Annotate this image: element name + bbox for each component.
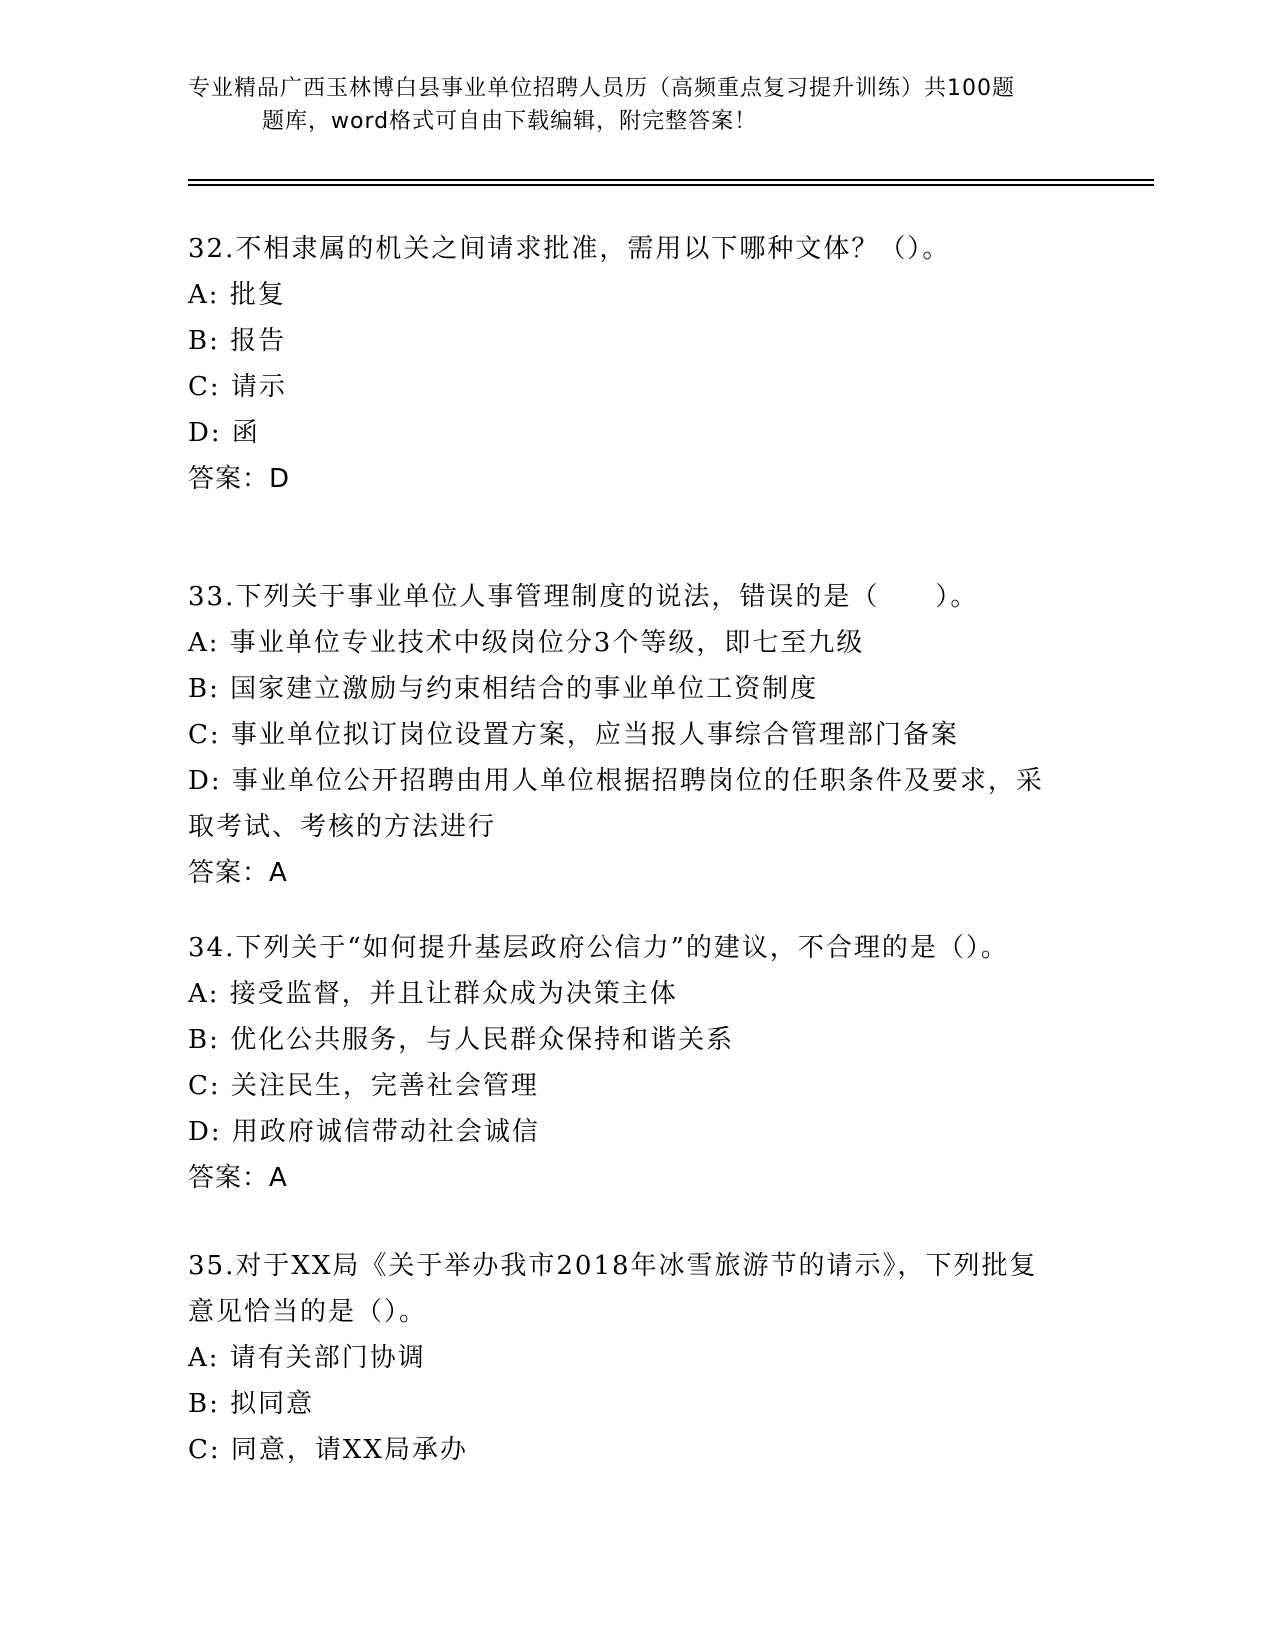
question-stem: 32.不相隶属的机关之间请求批准，需用以下哪种文体？（）。 [188, 234, 951, 264]
option-a: A: 接受监督，并且让群众成为决策主体 [188, 979, 678, 1009]
option-d: D: 函 [188, 418, 260, 448]
option-b: B: 优化公共服务，与人民群众保持和谐关系 [188, 1025, 735, 1055]
option-d-continued: 取考试、考核的方法进行 [188, 812, 497, 842]
option-a: A: 请有关部门协调 [188, 1343, 426, 1373]
question-stem: 35.对于XX局《关于举办我市2018年冰雪旅游节的请示》，下列批复 [188, 1251, 1038, 1281]
option-c: C: 同意，请XX局承办 [188, 1435, 468, 1465]
question-34 [188, 925, 1088, 1201]
question-stem: 34.下列关于“如何提升基层政府公信力”的建议，不合理的是（）。 [188, 933, 1009, 963]
question-33 [188, 574, 1088, 896]
option-b: B: 国家建立激励与约束相结合的事业单位工资制度 [188, 674, 819, 704]
answer-text: 答案：A [188, 858, 288, 888]
option-d: D: 用政府诚信带动社会诚信 [188, 1117, 540, 1147]
option-b: B: 报告 [188, 326, 287, 356]
option-b: B: 拟同意 [188, 1389, 315, 1419]
answer-text: 答案：D [188, 464, 291, 494]
option-c: C: 请示 [188, 372, 287, 402]
question-35 [188, 1243, 1088, 1473]
option-c: C: 关注民生，完善社会管理 [188, 1071, 539, 1101]
document-header [188, 72, 1088, 138]
question-32 [188, 226, 1088, 502]
header-title-line2: 题库，word格式可自由下载编辑，附完整答案！ [262, 109, 758, 134]
answer-text: 答案：A [188, 1163, 288, 1193]
header-divider-top [188, 179, 1154, 181]
option-a: A: 批复 [188, 280, 286, 310]
header-title-line1: 专业精品广西玉林博白县事业单位招聘人员历（高频重点复习提升训练）共100题 [188, 76, 1015, 101]
question-stem-continued: 意见恰当的是（）。 [188, 1297, 428, 1327]
header-divider-bottom [188, 184, 1154, 186]
option-c: C: 事业单位拟订岗位设置方案，应当报人事综合管理部门备案 [188, 720, 959, 750]
option-a: A: 事业单位专业技术中级岗位分3个等级，即七至九级 [188, 628, 865, 658]
option-d: D: 事业单位公开招聘由用人单位根据招聘岗位的任职条件及要求，采 [188, 766, 1044, 796]
question-stem: 33.下列关于事业单位人事管理制度的说法，错误的是（ ）。 [188, 582, 979, 612]
